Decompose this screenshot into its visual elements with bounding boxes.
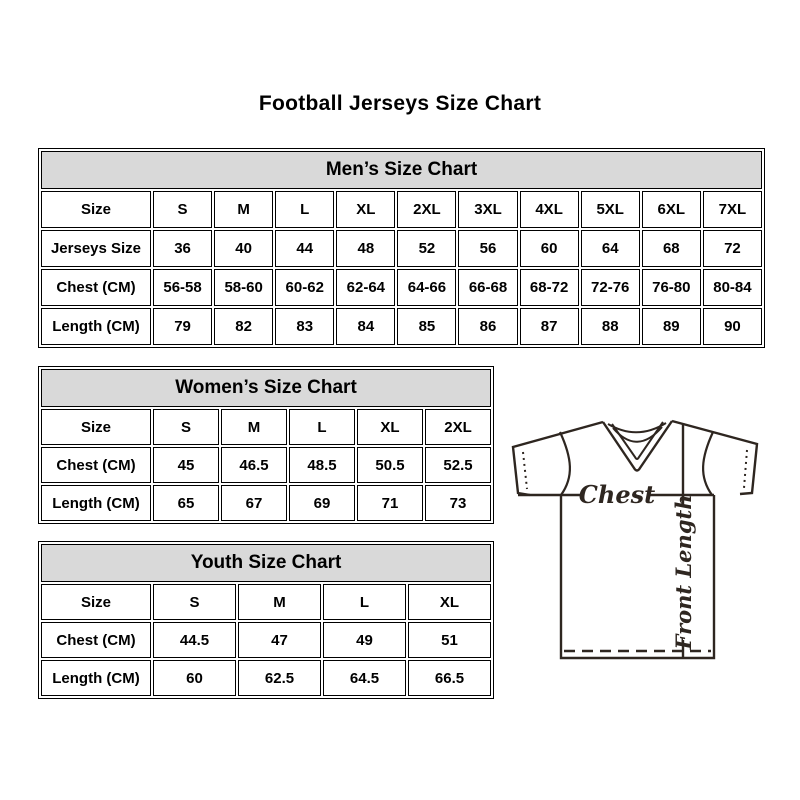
cell-value: 84: [336, 308, 395, 345]
size-column-header: XL: [408, 584, 491, 620]
row-label-header: Size: [41, 584, 151, 620]
size-column-header: XL: [336, 191, 395, 228]
row-label: Jerseys Size: [41, 230, 151, 267]
size-column-header: M: [214, 191, 273, 228]
size-column-header: S: [153, 191, 212, 228]
size-column-header: 2XL: [425, 409, 491, 445]
table-title: Youth Size Chart: [41, 544, 491, 582]
cell-value: 60-62: [275, 269, 334, 306]
cell-value: 72-76: [581, 269, 640, 306]
cell-value: 48: [336, 230, 395, 267]
size-column-header: S: [153, 409, 219, 445]
cell-value: 64: [581, 230, 640, 267]
column-header-row: [41, 584, 491, 620]
size-column-header: 5XL: [581, 191, 640, 228]
cell-value: 69: [289, 485, 355, 521]
column-header-row: [41, 191, 762, 228]
size-table: [38, 148, 765, 348]
cell-value: 73: [425, 485, 491, 521]
row-label-header: Size: [41, 409, 151, 445]
column-header-row: [41, 409, 491, 445]
size-column-header: 4XL: [520, 191, 579, 228]
chest-label: Chest: [578, 480, 656, 509]
youth-size-table: [38, 541, 494, 699]
cell-value: 89: [642, 308, 701, 345]
cell-value: 60: [520, 230, 579, 267]
cell-value: 44.5: [153, 622, 236, 658]
cell-value: 45: [153, 447, 219, 483]
cell-value: 48.5: [289, 447, 355, 483]
size-column-header: M: [238, 584, 321, 620]
size-column-header: L: [289, 409, 355, 445]
jersey-left-cuff-stitch: [523, 452, 527, 489]
row-label: Chest (CM): [41, 447, 151, 483]
row-label: Chest (CM): [41, 622, 151, 658]
size-column-header: 7XL: [703, 191, 762, 228]
cell-value: 36: [153, 230, 212, 267]
cell-value: 64.5: [323, 660, 406, 696]
cell-value: 72: [703, 230, 762, 267]
cell-value: 52: [397, 230, 456, 267]
cell-value: 90: [703, 308, 762, 345]
page-title: Football Jerseys Size Chart: [258, 92, 542, 115]
size-column-header: 6XL: [642, 191, 701, 228]
cell-value: 67: [221, 485, 287, 521]
cell-value: 51: [408, 622, 491, 658]
cell-value: 79: [153, 308, 212, 345]
cell-value: 71: [357, 485, 423, 521]
size-column-header: XL: [357, 409, 423, 445]
cell-value: 62.5: [238, 660, 321, 696]
table-row: [41, 269, 762, 306]
cell-value: 50.5: [357, 447, 423, 483]
table-row: [41, 230, 762, 267]
size-column-header: L: [275, 191, 334, 228]
row-label: Length (CM): [41, 308, 151, 345]
cell-value: 64-66: [397, 269, 456, 306]
row-label-header: Size: [41, 191, 151, 228]
jersey-right-seam: [703, 432, 713, 495]
cell-value: 58-60: [214, 269, 273, 306]
cell-value: 76-80: [642, 269, 701, 306]
table-row: [41, 622, 491, 658]
size-column-header: M: [221, 409, 287, 445]
front-length-label: Front Length: [671, 494, 696, 650]
cell-value: 68: [642, 230, 701, 267]
row-label: Length (CM): [41, 660, 151, 696]
cell-value: 65: [153, 485, 219, 521]
table-row: [41, 447, 491, 483]
size-table: [38, 541, 494, 699]
size-column-header: 3XL: [458, 191, 517, 228]
table-title: Men’s Size Chart: [41, 151, 762, 189]
cell-value: 68-72: [520, 269, 579, 306]
cell-value: 56: [458, 230, 517, 267]
cell-value: 40: [214, 230, 273, 267]
cell-value: 80-84: [703, 269, 762, 306]
cell-value: 46.5: [221, 447, 287, 483]
cell-value: 60: [153, 660, 236, 696]
womens-size-table: [38, 366, 494, 524]
row-label: Chest (CM): [41, 269, 151, 306]
jersey-left-seam: [560, 432, 570, 495]
table-title: Women’s Size Chart: [41, 369, 491, 407]
cell-value: 82: [214, 308, 273, 345]
table-title-row: [41, 544, 491, 582]
size-column-header: L: [323, 584, 406, 620]
size-column-header: 2XL: [397, 191, 456, 228]
table-row: [41, 660, 491, 696]
mens-size-table: [38, 148, 765, 348]
cell-value: 47: [238, 622, 321, 658]
cell-value: 44: [275, 230, 334, 267]
cell-value: 56-58: [153, 269, 212, 306]
size-table: [38, 366, 494, 524]
row-label: Length (CM): [41, 485, 151, 521]
cell-value: 85: [397, 308, 456, 345]
table-row: [41, 485, 491, 521]
cell-value: 62-64: [336, 269, 395, 306]
cell-value: 88: [581, 308, 640, 345]
table-title-row: [41, 369, 491, 407]
cell-value: 66-68: [458, 269, 517, 306]
jersey-measurement-diagram: [498, 403, 770, 668]
jersey-right-cuff-stitch: [744, 450, 747, 488]
size-column-header: S: [153, 584, 236, 620]
cell-value: 86: [458, 308, 517, 345]
table-title-row: [41, 151, 762, 189]
cell-value: 49: [323, 622, 406, 658]
table-row: [41, 308, 762, 345]
cell-value: 52.5: [425, 447, 491, 483]
cell-value: 83: [275, 308, 334, 345]
jersey-right-sleeve-outline: [672, 421, 757, 494]
cell-value: 66.5: [408, 660, 491, 696]
cell-value: 87: [520, 308, 579, 345]
